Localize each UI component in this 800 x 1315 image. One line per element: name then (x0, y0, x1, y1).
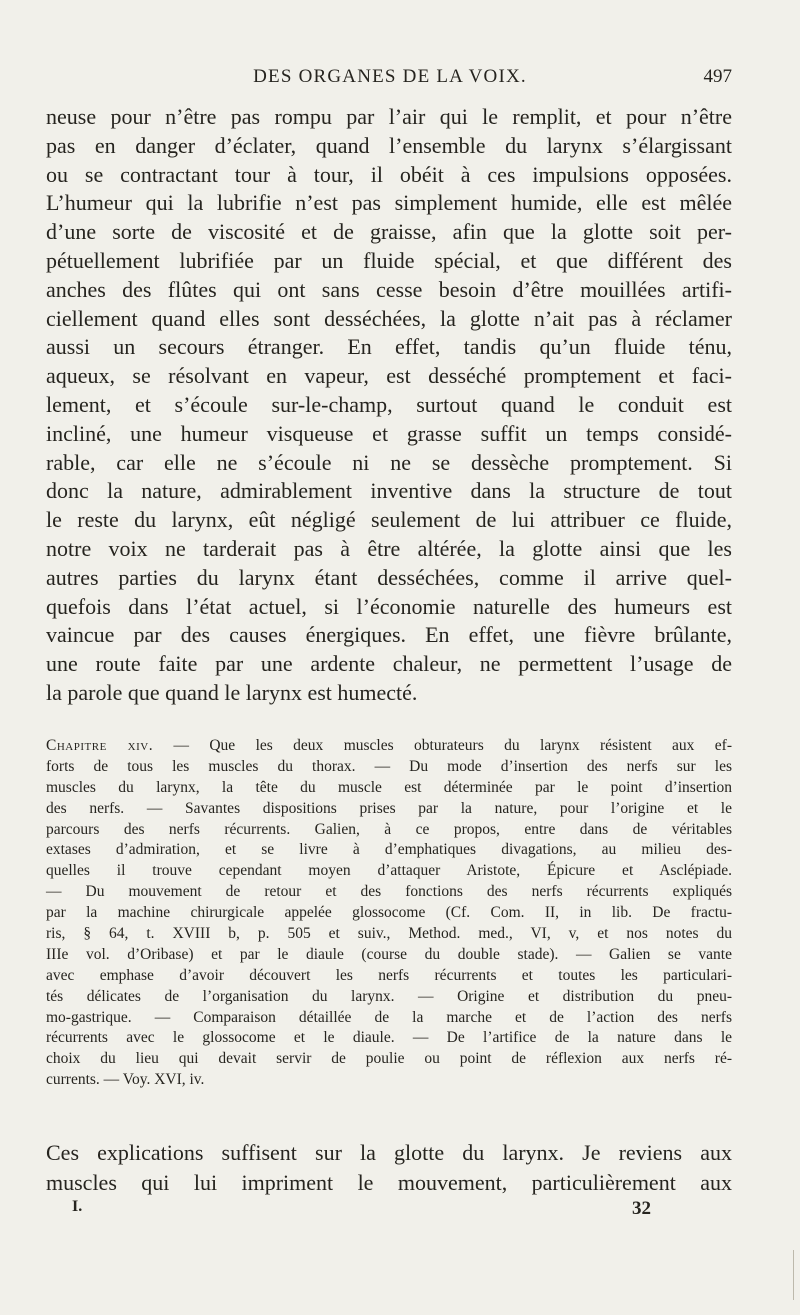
summary-line: forts de tous les muscles du thorax. — Du mode d’insertion des nerfs sur les (46, 757, 732, 775)
closing-paragraph (46, 1138, 732, 1198)
text-line: ou se contractant tour à tour, il obéit à ces impulsions opposées. (46, 161, 732, 187)
text-line: aussi un secours étranger. En effet, tandis qu’un fluide ténu, (46, 334, 732, 360)
chapter-label: Chapitre xiv. (46, 737, 154, 754)
summary-line: currents. — Voy. XVI, iv. (46, 1071, 205, 1089)
text-line: une route faite par une ardente chaleur, ne permettent l’usage de (46, 651, 732, 677)
text-line: notre voix ne tarderait pas à être altérée, la glotte ainsi que les (46, 535, 732, 561)
summary-line: par la machine chirurgicale appelée glossocome (Cf. Com. II, in lib. De fractu- (46, 904, 732, 922)
summary-line: des nerfs. — Savantes dispositions prises par la nature, pour l’origine et le (46, 799, 732, 817)
summary-line-text: — Que les deux muscles obturateurs du larynx résistent aux ef- (173, 737, 732, 754)
chapter-summary (46, 736, 732, 1091)
summary-line: ris, § 64, t. XVIII b, p. 505 et suiv., Method. med., VI, v, et nos notes du (46, 925, 732, 943)
signature-mark: I. (72, 1198, 83, 1215)
text-line: le reste du larynx, eût négligé seulement de lui attribuer ce fluide, (46, 507, 732, 533)
page-footer (0, 1198, 800, 1222)
text-line: muscles qui lui impriment le mouvement, particulièrement aux (46, 1170, 732, 1195)
summary-line: parcours des nerfs récurrents. Galien, à ce propos, entre dans de véritables (46, 820, 732, 838)
text-line: rable, car elle ne s’écoule ni ne se dessèche promptement. Si (46, 449, 732, 475)
summary-line: quelles il trouve cependant moyen d’attaquer Aristote, Épicure et Asclépiade. (46, 862, 732, 880)
summary-line: muscles du larynx, la tête du muscle est déterminée par le point d’insertion (46, 778, 732, 796)
text-line: la parole que quand le larynx est humecté. (46, 679, 418, 705)
text-line: vaincue par des causes énergiques. En effet, une fièvre brûlante, (46, 622, 732, 648)
page-edge-line (793, 1250, 794, 1300)
summary-line: choix du lieu qui devait servir de poulie ou point de réflexion aux nerfs ré- (46, 1050, 732, 1068)
text-line: Ces explications suffisent sur la glotte du larynx. Je reviens aux (46, 1140, 732, 1165)
page-header (0, 66, 800, 96)
text-line: quefois dans l’état actuel, si l’économie naturelle des humeurs est (46, 593, 732, 619)
running-title: DES ORGANES DE LA VOIX. (253, 66, 527, 87)
summary-line: tés délicates de l’organisation du larynx. — Origine et distribution du pneu- (46, 987, 732, 1005)
summary-line: avec emphase d’avoir découvert les nerfs récurrents et toutes les particulari- (46, 966, 732, 984)
summary-line: extases d’admiration, et se livre à d’emphatiques divagations, au milieu des- (46, 841, 732, 859)
summary-line: récurrents avec le glossocome et le diaule. — De l’artifice de la nature dans le (46, 1029, 732, 1047)
text-line: pétuellement lubrifiée par un fluide spécial, et que différent des (46, 247, 732, 273)
text-line: incliné, une humeur visqueuse et grasse suffit un temps considé- (46, 420, 732, 446)
text-line: L’humeur qui la lubrifie n’est pas simplement humide, elle est mêlée (46, 190, 732, 216)
text-line: donc la nature, admirablement inventive dans la structure de tout (46, 478, 732, 504)
main-paragraph (46, 103, 732, 708)
text-line: ciellement quand elles sont desséchées, la glotte n’ait pas à réclamer (46, 305, 732, 331)
text-line: pas en danger d’éclater, quand l’ensemble du larynx s’élargissant (46, 132, 732, 158)
text-line: anches des flûtes qui ont sans cesse besoin d’être mouillées artifi- (46, 276, 732, 302)
text-line: d’une sorte de viscosité et de graisse, afin que la glotte soit per- (46, 219, 732, 245)
summary-line: mo-gastrique. — Comparaison détaillée de la marche et de l’action des nerfs (46, 1008, 732, 1026)
summary-line: IIIe vol. d’Oribase) et par le diaule (course du double stade). — Galien se vante (46, 945, 732, 963)
sheet-number: 32 (632, 1198, 651, 1219)
text-line: autres parties du larynx étant desséchées, comme il arrive quel- (46, 564, 732, 590)
page-number: 497 (703, 66, 732, 87)
text-line: aqueux, se résolvant en vapeur, est desséché promptement et faci- (46, 363, 732, 389)
text-line: neuse pour n’être pas rompu par l’air qui le remplit, et pour n’être (46, 104, 732, 129)
summary-line (46, 736, 732, 757)
summary-line: — Du mouvement de retour et des fonctions des nerfs récurrents expliqués (46, 883, 732, 901)
text-line: lement, et s’écoule sur-le-champ, surtout quand le conduit est (46, 391, 732, 417)
